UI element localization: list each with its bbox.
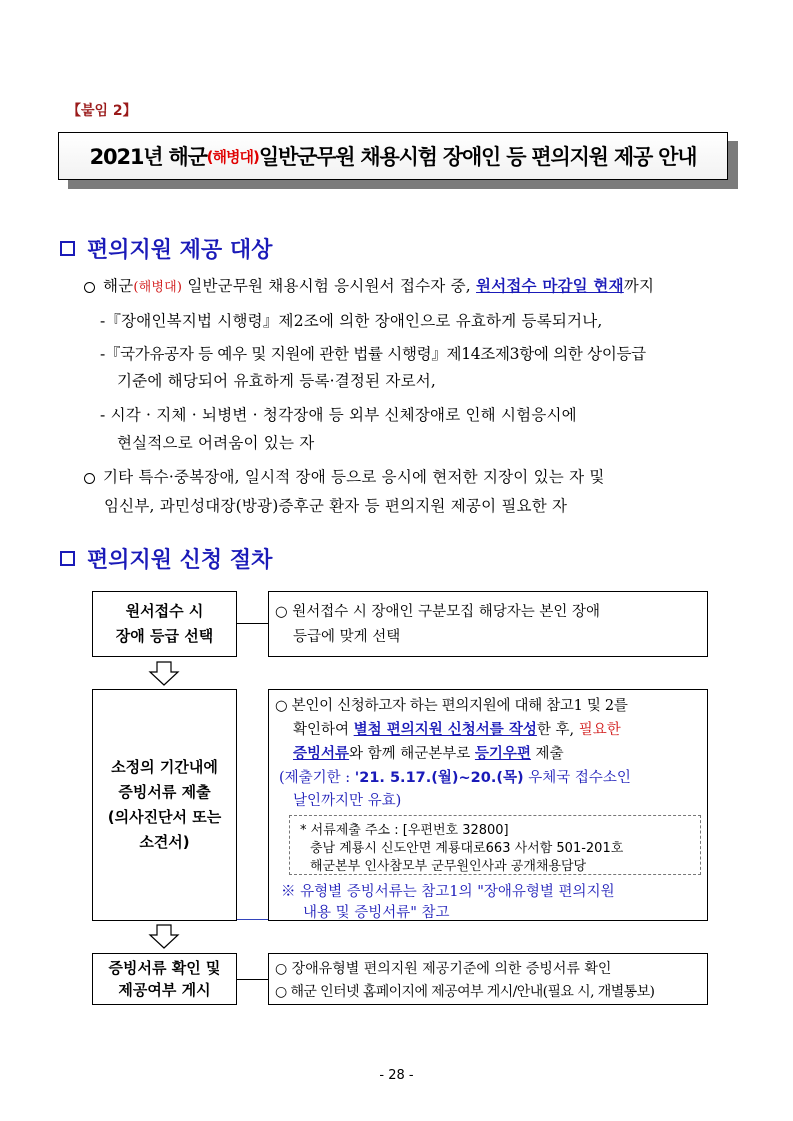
address-line1: * 서류제출 주소 : [우편번호 32800] bbox=[300, 823, 509, 838]
step1-connector bbox=[237, 623, 268, 624]
step1-desc-line2: 등급에 맞게 선택 bbox=[293, 629, 401, 645]
section2-heading-text: 편의지원 신청 절차 bbox=[87, 548, 273, 573]
section1-dash3-line1: - 시각 · 지체 · 뇌병변 · 청각장애 등 외부 신체장애로 인해 시험응시에 bbox=[100, 406, 577, 424]
step3-desc-line1: ○ 장애유형별 편의지원 제공기준에 의한 증빙서류 확인 bbox=[275, 961, 612, 977]
step2-line4-b: '21. 5.17.(월)~20.(목) bbox=[354, 770, 524, 786]
section1-item2-line1 bbox=[84, 465, 605, 487]
step2-line2-d: 필요한 bbox=[578, 722, 621, 738]
circle-bullet-icon bbox=[84, 473, 95, 484]
step2-line4-c: 우체국 접수소인 bbox=[523, 770, 631, 786]
section1-dash2-line2: 기준에 해당되어 유효하게 등록·결정된 자로서, bbox=[117, 372, 437, 390]
step2-connector bbox=[237, 919, 268, 920]
square-bullet-icon bbox=[60, 241, 75, 256]
address-line3: 해군본부 인사참모부 군무원인사과 공개채용담당 bbox=[310, 859, 587, 874]
step3-desc-line2: ○ 해군 인터넷 홈페이지에 제공여부 게시/안내(필요 시, 개별통보) bbox=[275, 984, 655, 1000]
down-arrow-icon bbox=[148, 924, 180, 950]
step2-label-line1: 소정의 기간내에 bbox=[111, 758, 218, 776]
title-prefix: 2021년 해군 bbox=[89, 145, 207, 169]
section1-item2-line2: 임신부, 과민성대장(방광)증후군 환자 등 편의지원 제공이 필요한 자 bbox=[104, 497, 568, 515]
step2-line4 bbox=[279, 766, 631, 787]
step2-label bbox=[92, 689, 237, 921]
section1-dash1: -『장애인복지법 시행령』제2조에 의한 장애인으로 유효하게 등록되거나, bbox=[100, 312, 603, 330]
section1-heading-text: 편의지원 제공 대상 bbox=[87, 238, 273, 263]
page-number: - 28 - bbox=[379, 1068, 414, 1083]
square-bullet-icon bbox=[60, 551, 75, 566]
step3-label-line1: 증빙서류 확인 및 bbox=[108, 959, 221, 977]
step2-note-line2: 내용 및 증빙서류" 참고 bbox=[303, 905, 450, 921]
item1-part2: 일반군무원 채용시험 응시원서 접수자 중, bbox=[182, 277, 477, 295]
address-line2: 충남 계룡시 신도안면 계룡대로663 사서함 501-201호 bbox=[310, 841, 624, 856]
section2-heading bbox=[60, 543, 272, 574]
step3-label-line2: 제공여부 게시 bbox=[118, 981, 211, 999]
step1-description bbox=[268, 591, 708, 657]
step1-label bbox=[92, 591, 237, 657]
down-arrow-icon bbox=[148, 661, 180, 687]
step2-line3-b: 와 함께 해군본부로 bbox=[349, 746, 475, 762]
step2-line1: ○ 본인이 신청하고자 하는 편의지원에 대해 참고1 및 2를 bbox=[275, 698, 628, 714]
section1-dash2-line1: -『국가유공자 등 예우 및 지원에 관한 법률 시행령』제14조제3항에 의한 상이등급 bbox=[100, 345, 646, 363]
item1-red: (해병대) bbox=[133, 280, 183, 295]
step2-line2-c: 한 후, bbox=[536, 722, 579, 738]
step2-label-line2: 증빙서류 제출 bbox=[118, 783, 211, 801]
item1-part1: 해군 bbox=[103, 277, 134, 295]
section1-item1 bbox=[84, 274, 654, 296]
address-box bbox=[289, 815, 701, 875]
step2-line3-c: 등기우편 bbox=[474, 746, 531, 762]
step3-label bbox=[92, 953, 237, 1005]
step2-label-line4: 소견서) bbox=[139, 833, 190, 851]
document-title bbox=[58, 132, 728, 180]
step2-line3 bbox=[293, 742, 564, 763]
circle-bullet-icon bbox=[84, 282, 95, 293]
step2-description bbox=[268, 689, 708, 921]
step2-note-line1: ※ 유형별 증빙서류는 참고1의 "장애유형별 편의지원 bbox=[281, 884, 615, 900]
step2-line5: 날인까지만 유효) bbox=[293, 793, 402, 809]
attachment-label: 【붙임 2】 bbox=[67, 103, 137, 119]
step1-label-line1: 원서접수 시 bbox=[125, 602, 204, 620]
title-suffix: 일반군무원 채용시험 장애인 등 편의지원 제공 안내 bbox=[258, 145, 697, 169]
step2-line2-b: 별첨 편의지원 신청서를 작성 bbox=[353, 722, 537, 738]
step2-line2 bbox=[293, 718, 621, 739]
step1-label-line2: 장애 등급 선택 bbox=[115, 627, 214, 645]
step3-description bbox=[268, 953, 708, 1005]
title-red: (해병대) bbox=[206, 147, 259, 166]
step2-line2-a: 확인하여 bbox=[293, 722, 354, 738]
step3-connector bbox=[237, 979, 268, 980]
step2-line3-a: 증빙서류 bbox=[293, 746, 350, 762]
step2-line4-a: (제출기한 : bbox=[279, 770, 355, 786]
section1-dash3-line2: 현실적으로 어려움이 있는 자 bbox=[117, 434, 315, 452]
item1-highlight: 원서접수 마감일 현재 bbox=[476, 277, 624, 295]
item2-line1-text: 기타 특수·중복장애, 일시적 장애 등으로 응시에 현저한 지장이 있는 자 및 bbox=[103, 468, 605, 486]
step2-label-line3: (의사진단서 또는 bbox=[107, 808, 222, 826]
step2-line3-d: 제출 bbox=[530, 746, 564, 762]
section1-heading bbox=[60, 233, 272, 264]
item1-part3: 까지 bbox=[623, 277, 655, 295]
step1-desc-line1: ○ 원서접수 시 장애인 구분모집 해당자는 본인 장애 bbox=[275, 604, 601, 620]
